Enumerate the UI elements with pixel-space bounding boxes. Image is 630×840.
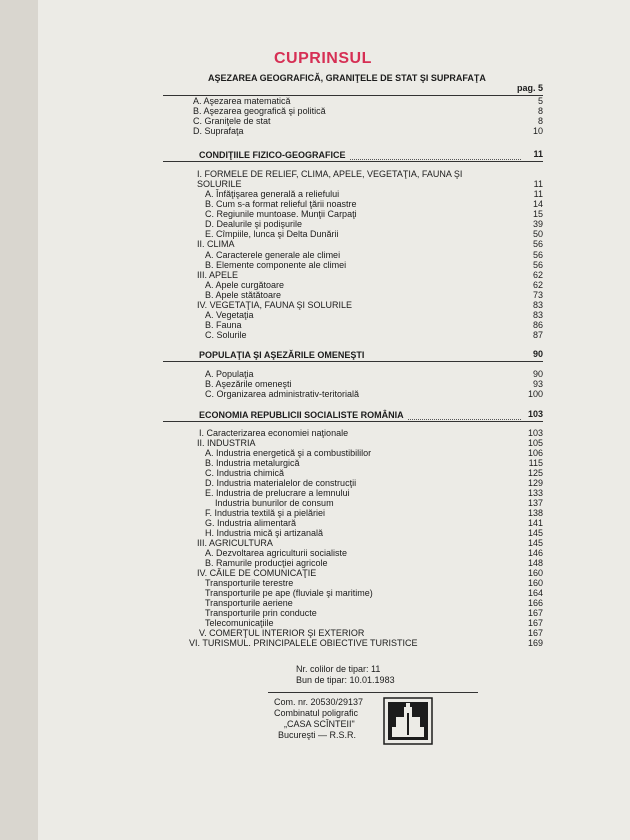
toc-entry — [163, 209, 543, 220]
toc-entry — [163, 126, 543, 137]
toc-entry — [163, 169, 543, 180]
toc-entry-label: B. Aşezările omeneşti — [205, 379, 292, 389]
toc-entry-page: 8 — [537, 116, 543, 126]
toc-entry-label: B. Ramurile producţiei agricole — [205, 558, 328, 568]
toc-underline — [163, 421, 543, 422]
toc-entry-page: 103 — [527, 428, 543, 438]
toc-entry-label: C. Solurile — [205, 330, 247, 340]
toc-entry-page: 115 — [528, 458, 543, 468]
toc-entry-label: A. Populaţia — [205, 369, 254, 379]
toc-entry-page: 50 — [532, 229, 543, 239]
toc-entry — [163, 588, 543, 599]
casa-scinteii-logo-icon — [383, 697, 433, 745]
toc-entry — [163, 478, 543, 489]
toc-entry — [163, 250, 543, 261]
toc-entry-label: POPULAŢIA ŞI AŞEZĂRILE OMENEŞTI — [199, 350, 365, 360]
toc-entry-label: A. Apele curgătoare — [205, 280, 285, 290]
toc-entry-page: 11 — [533, 189, 543, 199]
toc-entry-page: 15 — [532, 209, 543, 219]
toc-entry-label: B. Elemente componente ale climei — [205, 260, 347, 270]
imprint-divider — [268, 692, 478, 693]
toc-entry-page: 145 — [527, 538, 543, 548]
toc-entry-page: 11 — [533, 179, 543, 189]
toc-entry-page: 90 — [532, 349, 543, 359]
toc-entry-label: D. Industria materialelor de construcţii — [205, 478, 357, 488]
toc-entry-page: 138 — [527, 508, 543, 518]
toc-entry-page: 129 — [527, 478, 543, 488]
toc-entry-label: A. Vegetaţia — [205, 310, 254, 320]
toc-entry-page: 133 — [527, 488, 543, 498]
toc-entry-label: C. Industria chimică — [205, 468, 285, 478]
toc-entry-page: 56 — [532, 260, 543, 270]
toc-entry-page: 160 — [527, 578, 543, 588]
toc-entry — [163, 260, 543, 271]
toc-entry-page: 167 — [527, 608, 543, 618]
toc-entry-label: A. Aşezarea matematică — [193, 96, 291, 106]
toc-entry-page: 145 — [527, 528, 543, 538]
colophon-sheets: Nr. colilor de tipar: 11 — [296, 664, 381, 674]
toc-entry-page: 146 — [527, 548, 543, 558]
toc-entry-page: 100 — [527, 389, 543, 399]
toc-entry-page: 5 — [537, 96, 543, 106]
toc-entry-page: 11 — [533, 149, 543, 159]
toc-entry-label: I. Caracterizarea economiei naţionale — [199, 428, 349, 438]
toc-entry — [163, 229, 543, 240]
toc-entry-label: H. Industria mică şi artizanală — [205, 528, 324, 538]
toc-entry-label: D. Dealurile şi podişurile — [205, 219, 303, 229]
toc-entry-page: 105 — [527, 438, 543, 448]
toc-entry-label: ECONOMIA REPUBLICII SOCIALISTE ROMÂNIA — [199, 410, 404, 420]
toc-underline — [163, 161, 543, 162]
toc-entry-label: SOLURILE — [197, 179, 242, 189]
toc-entry — [163, 518, 543, 529]
toc-entry-page: pag. 5 — [516, 83, 543, 93]
printer-city: Bucureşti — R.S.R. — [278, 730, 357, 740]
toc-entry — [163, 438, 543, 449]
toc-leader-dots — [350, 149, 521, 160]
toc-entry-label: G. Industria alimentară — [205, 518, 297, 528]
toc-entry-page: 73 — [532, 290, 543, 300]
toc-entry — [163, 638, 543, 649]
toc-entry-label: A. Caracterele generale ale climei — [205, 250, 341, 260]
toc-entry — [163, 320, 543, 331]
toc-entry-label: A. Industria energetică şi a combustibililor — [205, 448, 372, 458]
toc-entry-page: 103 — [527, 409, 543, 419]
toc-entry-label: E. Cîmpiile, lunca şi Delta Dunării — [205, 229, 339, 239]
toc-entry-label: III. APELE — [197, 270, 239, 280]
toc-underline — [163, 95, 543, 96]
toc-entry-page: 62 — [532, 270, 543, 280]
toc-entry — [163, 578, 543, 589]
toc-entry-label: I. FORMELE DE RELIEF, CLIMA, APELE, VEGETAŢIA, FAUNA ŞI — [197, 169, 463, 179]
toc-entry — [163, 280, 543, 291]
toc-entry — [163, 538, 543, 549]
toc-entry — [163, 310, 543, 321]
toc-entry-label: Transporturile prin conducte — [205, 608, 317, 618]
toc-entry — [163, 189, 543, 200]
toc-entry-label: II. INDUSTRIA — [197, 438, 256, 448]
toc-entry-page: 164 — [527, 588, 543, 598]
toc-entry — [163, 498, 543, 509]
toc-entry — [163, 608, 543, 619]
toc-entry-label: B. Fauna — [205, 320, 242, 330]
toc-entry-page: 125 — [527, 468, 543, 478]
toc-underline — [163, 361, 543, 362]
toc-entry-page: 56 — [532, 239, 543, 249]
toc-entry-label: II. CLIMA — [197, 239, 235, 249]
toc-entry-page: 167 — [527, 628, 543, 638]
toc-entry — [163, 458, 543, 469]
toc-entry — [163, 369, 543, 380]
toc-entry-page: 83 — [532, 300, 543, 310]
toc-entry-page: 160 — [527, 568, 543, 578]
toc-entry-label: III. AGRICULTURA — [197, 538, 273, 548]
toc-entry-label: D. Suprafaţa — [193, 126, 244, 136]
toc-entry — [163, 83, 543, 95]
toc-entry — [163, 239, 543, 250]
order-number: Com. nr. 20530/29137 — [274, 697, 364, 707]
toc-entry — [163, 116, 543, 127]
book-page — [38, 0, 630, 840]
toc-entry-label: A. Dezvoltarea agriculturii socialiste — [205, 548, 348, 558]
toc-entry-label: AŞEZAREA GEOGRAFICĂ, GRANIŢELE DE STAT ŞI SUPRAFAŢA — [208, 73, 486, 83]
toc-entry-label: B. Aşezarea geografică şi politică — [193, 106, 326, 116]
toc-entry — [163, 618, 543, 629]
toc-entry-page: 14 — [532, 199, 543, 209]
toc-entry — [163, 428, 543, 439]
toc-entry — [163, 179, 543, 190]
toc-entry — [163, 219, 543, 230]
toc-entry-label: VI. TURISMUL. PRINCIPALELE OBIECTIVE TURISTICE — [189, 638, 418, 648]
toc-entry-label: IV. CĂILE DE COMUNICAŢIE — [197, 568, 317, 578]
toc-entry-page: 137 — [527, 498, 543, 508]
toc-entry — [163, 628, 543, 639]
toc-entry — [163, 448, 543, 459]
toc-entry-page: 106 — [527, 448, 543, 458]
toc-entry — [163, 290, 543, 301]
toc-entry-label: C. Graniţele de stat — [193, 116, 271, 126]
toc-entry — [163, 96, 543, 107]
toc-entry-label: V. COMERŢUL INTERIOR ŞI EXTERIOR — [199, 628, 365, 638]
printer-name: Combinatul poligrafic — [274, 708, 359, 718]
toc-entry-label: Transporturile aeriene — [205, 598, 293, 608]
toc-entry — [163, 349, 543, 361]
toc-entry — [163, 548, 543, 559]
toc-entry-page: 8 — [537, 106, 543, 116]
toc-entry — [163, 379, 543, 390]
toc-entry-label: B. Industria metalurgică — [205, 458, 300, 468]
toc-entry-page: 56 — [532, 250, 543, 260]
toc-entry-page: 87 — [532, 330, 543, 340]
toc-entry — [163, 300, 543, 311]
toc-entry-label: Telecomunicaţiile — [205, 618, 274, 628]
printer-house: „CASA SCÎNTEII" — [284, 719, 355, 729]
toc-entry-label: F. Industria textilă şi a pielăriei — [205, 508, 326, 518]
toc-entry-label: Transporturile terestre — [205, 578, 294, 588]
toc-leader-dots — [408, 409, 521, 420]
printer-imprint — [274, 697, 363, 741]
toc-entry — [163, 488, 543, 499]
toc-entry — [163, 106, 543, 117]
toc-entry-label: C. Regiunile muntoase. Munţii Carpaţi — [205, 209, 357, 219]
toc-entry-page: 166 — [527, 598, 543, 608]
toc-entry-page: 39 — [532, 219, 543, 229]
toc-entry — [163, 330, 543, 341]
toc-entry — [163, 199, 543, 210]
toc-entry-page: 141 — [527, 518, 543, 528]
toc-entry-label: C. Organizarea administrativ-teritorială — [205, 389, 360, 399]
toc-entry-page: 10 — [532, 126, 543, 136]
toc-entry-page: 62 — [532, 280, 543, 290]
colophon-print-date: Bun de tipar: 10.01.1983 — [296, 675, 395, 685]
toc-entry-label: IV. VEGETAŢIA, FAUNA ŞI SOLURILE — [197, 300, 353, 310]
toc-entry-page: 167 — [527, 618, 543, 628]
toc-entry-label: B. Apele stătătoare — [205, 290, 282, 300]
toc-entry — [163, 558, 543, 569]
toc-entry — [163, 528, 543, 539]
toc-entry — [163, 598, 543, 609]
toc-entry — [163, 149, 543, 161]
toc-entry — [163, 508, 543, 519]
toc-entry — [163, 389, 543, 400]
toc-entry-page: 93 — [532, 379, 543, 389]
toc-entry-page: 169 — [527, 638, 543, 648]
toc-entry-page: 86 — [532, 320, 543, 330]
toc-entry-label: Industria bunurilor de consum — [215, 498, 334, 508]
toc-entry-label: E. Industria de prelucrare a lemnului — [205, 488, 350, 498]
toc-entry — [163, 409, 543, 421]
toc-entry-page: 90 — [532, 369, 543, 379]
toc-entry-label: CONDIŢIILE FIZICO-GEOGRAFICE — [199, 150, 346, 160]
toc-entry-label: B. Cum s-a format relieful ţării noastre — [205, 199, 357, 209]
toc-entry — [163, 270, 543, 281]
toc-entry-label: A. Înfăţişarea generală a reliefului — [205, 189, 340, 199]
colophon — [296, 664, 395, 686]
toc-entry-page: 148 — [527, 558, 543, 568]
toc-entry-page: 83 — [532, 310, 543, 320]
toc-entry-label: Transporturile pe ape (fluviale şi maritime) — [205, 588, 373, 598]
toc-entry — [163, 568, 543, 579]
toc-entry — [163, 468, 543, 479]
toc-title: CUPRINSUL — [274, 50, 372, 67]
